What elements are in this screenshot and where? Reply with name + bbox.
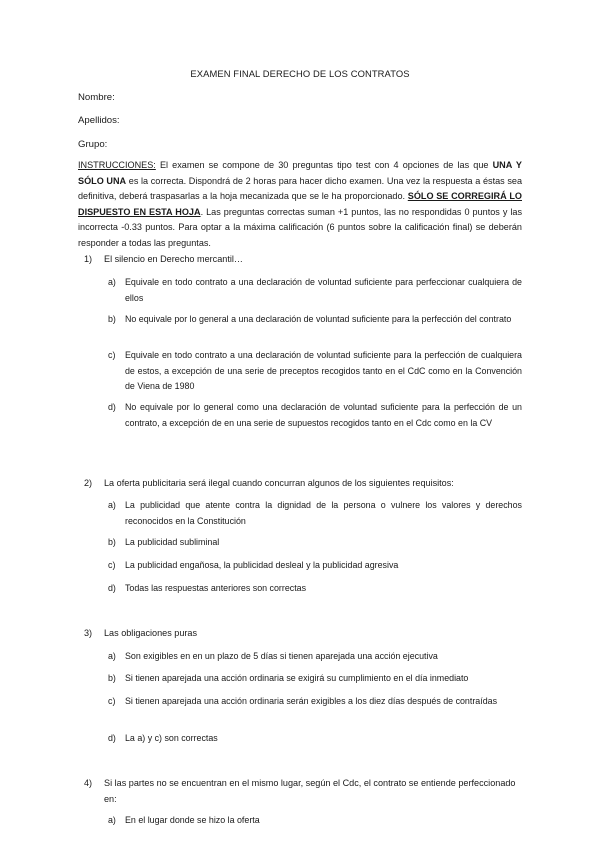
option-text: No equivale por lo general como una declaración de voluntad suficiente para la perfección de un contrato, a excepción de en una serie de supuestos recogidos tanto en el Cdc como en la CV xyxy=(125,402,522,428)
option-text: La publicidad engañosa, la publicidad desleal y la publicidad agresiva xyxy=(125,560,399,570)
option-text: Equivale en todo contrato a una declaración de voluntad suficiente para la perfección de cualquiera de estos, a excepción de una serie de preceptos recogidos tanto en el CdC como en la Convención de Viena de 1980 xyxy=(125,350,522,392)
instructions-paragraph xyxy=(78,158,522,252)
option-1c xyxy=(108,348,522,395)
instructions-bold-1: UNA Y SÓLO UNA xyxy=(78,160,523,186)
question-4 xyxy=(84,776,522,807)
question-text: El silencio en Derecho mercantil… xyxy=(104,254,243,264)
option-text: Si tienen aparejada una acción ordinaria serán exigibles a los diez días después de contraídas xyxy=(125,696,498,706)
option-letter: b) xyxy=(108,314,116,324)
option-letter: b) xyxy=(108,673,116,683)
option-text: Todas las respuestas anteriores son correctas xyxy=(125,583,307,593)
option-2a xyxy=(108,498,522,529)
option-2c xyxy=(108,558,522,574)
question-2 xyxy=(84,476,522,492)
page-title: EXAMEN FINAL DERECHO DE LOS CONTRATOS xyxy=(190,68,410,79)
option-text: En el lugar donde se hizo la oferta xyxy=(125,815,260,825)
question-text: La oferta publicitaria será ilegal cuando concurran algunos de los siguientes requisitos: xyxy=(104,478,454,488)
question-number: 1) xyxy=(84,254,93,264)
option-letter: c) xyxy=(108,696,116,706)
question-3 xyxy=(84,626,522,642)
option-1d xyxy=(108,400,522,431)
option-letter: a) xyxy=(108,815,116,825)
field-grupo: Grupo: xyxy=(78,139,108,150)
option-text: Equivale en todo contrato a una declaración de voluntad suficiente para perfeccionar cualquiera de ellos xyxy=(125,277,522,303)
option-letter: d) xyxy=(108,733,116,743)
instructions-text-1: El examen se compone de 30 preguntas tipo test con 4 opciones de las que xyxy=(155,160,493,170)
instructions-text-3: . Las preguntas correctas suman +1 puntos, las no respondidas 0 puntos y las incorrecta -0.33 puntos. Para optar a la máxima calificación (6 puntos sobre la calificación final) se deberán responder a todas las preguntas. xyxy=(78,206,523,248)
option-2d xyxy=(108,581,522,597)
option-2b xyxy=(108,535,522,551)
field-apellidos: Apellidos: xyxy=(78,115,120,126)
option-letter: a) xyxy=(108,277,116,287)
question-text: Las obligaciones puras xyxy=(104,628,198,638)
option-1b xyxy=(108,312,522,328)
option-text: Si tienen aparejada una acción ordinaria se exigirá su cumplimiento en el día inmediato xyxy=(125,673,469,683)
option-3d xyxy=(108,731,522,747)
option-text: Son exigibles en en un plazo de 5 días si tienen aparejada una acción ejecutiva xyxy=(125,651,438,661)
question-number: 4) xyxy=(84,778,93,788)
option-3a xyxy=(108,649,522,665)
instructions-text-2: es la correcta. Dispondrá de 2 horas para hacer dicho examen. Una vez la respuesta a éstas sea definitiva, deberá traspasarlas a la hoja mecanizada que se le ha proporcionado. xyxy=(78,175,523,202)
option-letter: c) xyxy=(108,560,116,570)
question-number: 3) xyxy=(84,628,93,638)
option-3c xyxy=(108,694,522,710)
option-text: La publicidad subliminal xyxy=(125,537,220,547)
option-letter: a) xyxy=(108,651,116,661)
option-text: La publicidad que atente contra la dignidad de la persona o vulnere los valores y derechos reconocidos en la Constitución xyxy=(125,500,522,526)
field-nombre: Nombre: xyxy=(78,92,115,103)
option-3b xyxy=(108,671,522,687)
instructions-bold-2: SÓLO SE CORREGIRÁ LO DISPUESTO EN ESTA HOJA xyxy=(78,191,522,217)
option-1a xyxy=(108,275,522,306)
option-4a xyxy=(108,813,522,829)
option-letter: a) xyxy=(108,500,116,510)
question-number: 2) xyxy=(84,478,93,488)
question-1 xyxy=(84,252,522,268)
option-letter: b) xyxy=(108,537,116,547)
option-text: No equivale por lo general a una declaración de voluntad suficiente para la perfección del contrato xyxy=(125,314,512,324)
option-letter: c) xyxy=(108,350,116,360)
instructions-label: INSTRUCCIONES: xyxy=(78,160,156,170)
option-text: La a) y c) son correctas xyxy=(125,733,218,743)
option-letter: d) xyxy=(108,583,116,593)
question-text: Si las partes no se encuentran en el mismo lugar, según el Cdc, el contrato se entiende perfeccionado en: xyxy=(104,778,516,804)
option-letter: d) xyxy=(108,402,116,412)
